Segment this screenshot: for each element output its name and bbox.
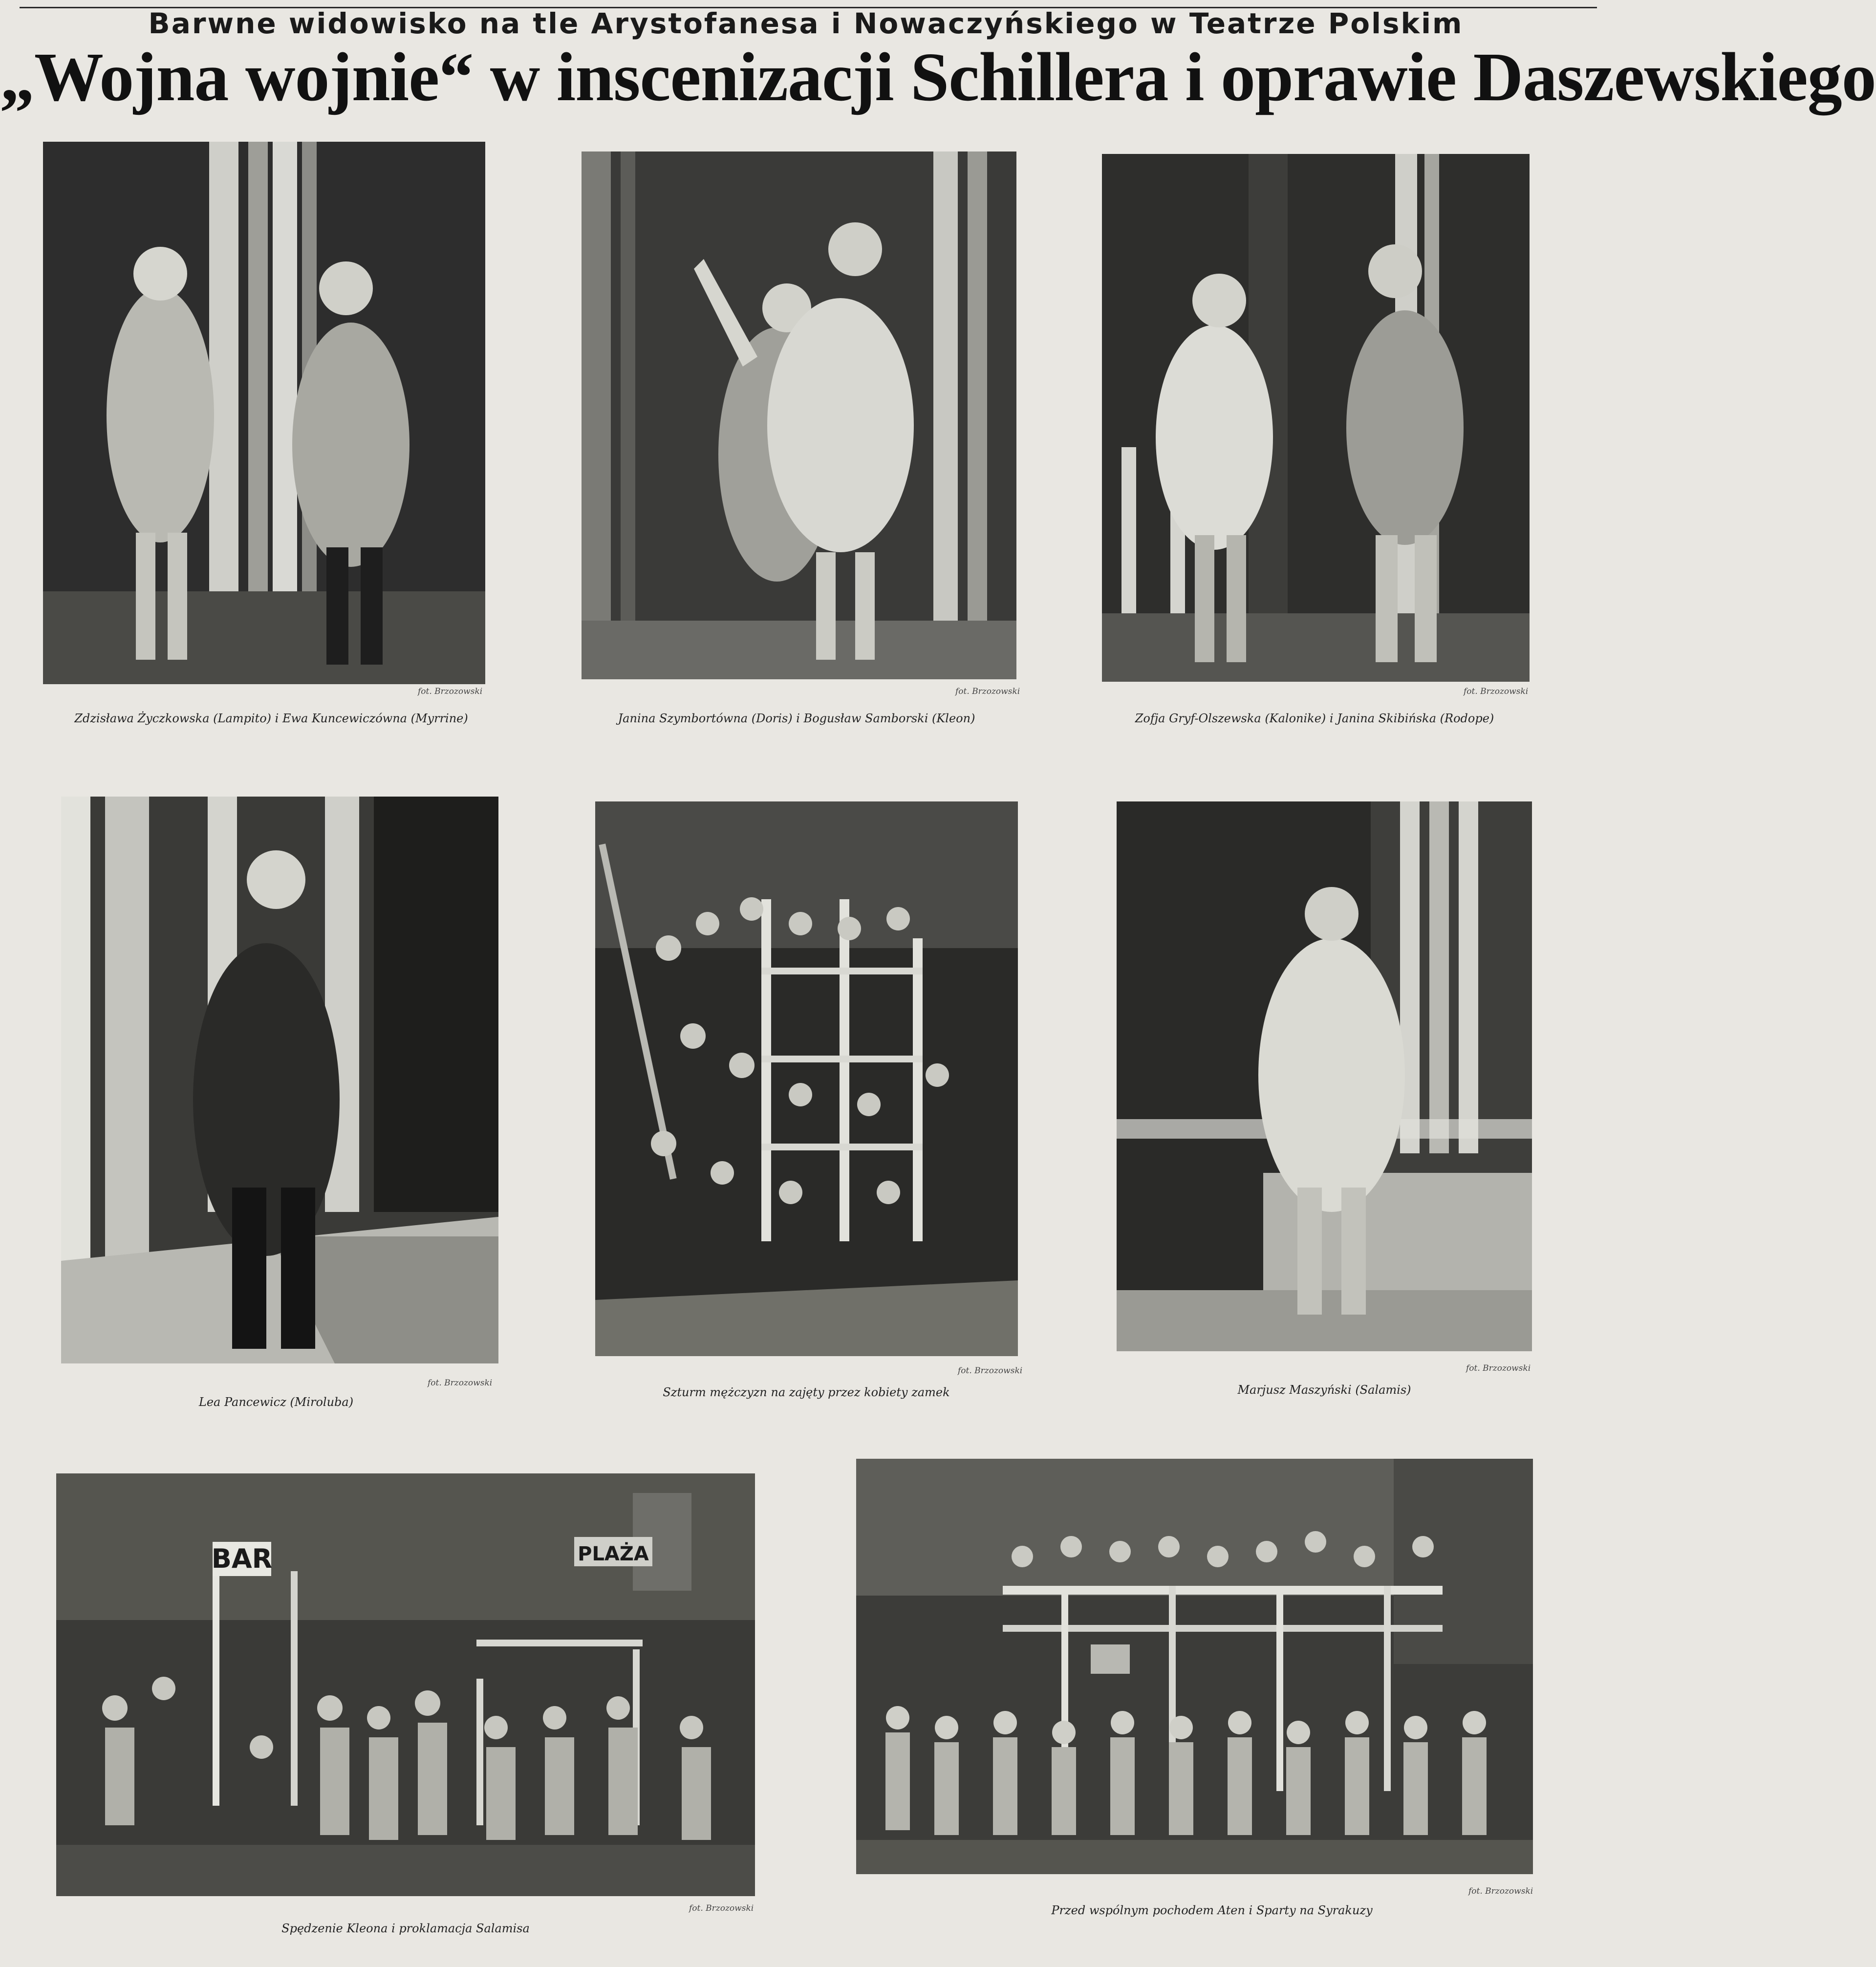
- photo-credit: fot. Brzozowski: [955, 687, 1020, 696]
- photo-credit: fot. Brzozowski: [689, 1903, 754, 1913]
- photo-credit: fot. Brzozowski: [428, 1378, 493, 1388]
- photo-caption: Marjusz Maszyński (Salamis): [1237, 1383, 1411, 1397]
- photo-kalonike-rodope: [1102, 154, 1530, 682]
- photo-caption: Przed wspólnym pochodem Aten i Sparty na Syrakuzy: [1051, 1903, 1373, 1917]
- photo-credit: fot. Brzozowski: [1464, 687, 1529, 696]
- article-title: „Wojna wojnie“ w inscenizacji Schillera i oprawie Daszewskiego: [0, 38, 1876, 115]
- photo-lampito-myrrine: [43, 142, 485, 684]
- photo-march-on-syracuse: [856, 1459, 1533, 1874]
- photo-caption: Spędzenie Kleona i proklamacja Salamisa: [281, 1922, 530, 1935]
- photo-caption: Lea Pancewicz (Miroluba): [198, 1395, 354, 1409]
- photo-credit: fot. Brzozowski: [958, 1366, 1023, 1376]
- photo-salamis: [1117, 801, 1532, 1351]
- photo-caption: Zofja Gryf-Olszewska (Kalonike) i Janina Skibińska (Rodope): [1135, 712, 1494, 725]
- photo-kleon-expulsion: [56, 1473, 755, 1896]
- article-subtitle: Barwne widowisko na tle Arystofanesa i Nowaczyńskiego w Teatrze Polskim: [148, 7, 1464, 40]
- set-sign-plaza: PLAŻA: [578, 1543, 649, 1565]
- photo-credit: fot. Brzozowski: [1468, 1886, 1533, 1896]
- set-sign-bar: BAR: [211, 1543, 273, 1574]
- photo-caption: Szturm mężczyzn na zajęty przez kobiety zamek: [663, 1385, 950, 1399]
- photo-credit: fot. Brzozowski: [1466, 1363, 1531, 1373]
- photo-storming-castle: [595, 801, 1018, 1356]
- photo-caption: Janina Szymbortówna (Doris) i Bogusław Samborski (Kleon): [618, 712, 975, 725]
- photo-credit: fot. Brzozowski: [418, 687, 483, 696]
- photo-doris-kleon: [582, 151, 1016, 679]
- photo-miroluba: [61, 797, 498, 1363]
- photo-caption: Zdzisława Życzkowska (Lampito) i Ewa Kuncewiczówna (Myrrine): [74, 712, 468, 725]
